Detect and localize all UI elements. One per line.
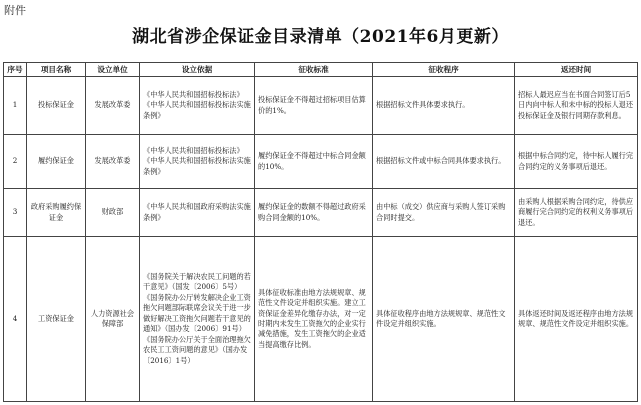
header-unit: 设立单位 — [86, 63, 140, 77]
row-unit: 发展改革委 — [86, 77, 140, 135]
row-procedure: 根据招标文件具体要求执行。 — [373, 77, 515, 135]
row-standard: 履约保证金不得超过中标合同金额的10%。 — [255, 135, 373, 189]
row-refund: 根据中标合同约定，待中标人履行完合同约定的义务事项后退还。 — [515, 135, 638, 189]
table-header-row — [4, 63, 638, 77]
table-row — [4, 189, 638, 237]
row-no: 3 — [4, 189, 27, 237]
row-standard: 具体征收标准由地方法规规章、规范性文件设定并组织实施。建立工资保证金差异化缴存办法，对一定时期内未发生工资拖欠的企业实行减免措施，发生工资拖欠的企业适当提高缴存比例。 — [255, 237, 373, 402]
row-name: 投标保证金 — [27, 77, 86, 135]
row-basis: 《中华人民共和国政府采购法实施条例》 — [140, 189, 255, 237]
guarantee-deposit-table — [3, 62, 638, 402]
row-no: 2 — [4, 135, 27, 189]
row-refund: 具体返还时间及返还程序由地方法规规章、规范性文件设定并组织实施。 — [515, 237, 638, 402]
row-name: 履约保证金 — [27, 135, 86, 189]
row-basis: 《中华人民共和国招标投标法》《中华人民共和国招标投标法实施条例》 — [140, 135, 255, 189]
row-procedure: 具体征收程序由地方法规规章、规范性文件设定并组织实施。 — [373, 237, 515, 402]
header-name: 项目名称 — [27, 63, 86, 77]
table-row — [4, 237, 638, 402]
header-standard: 征收标准 — [255, 63, 373, 77]
row-standard: 履约保证金的数额不得超过政府采购合同金额的10%。 — [255, 189, 373, 237]
header-procedure: 征收程序 — [373, 63, 515, 77]
row-unit: 发展改革委 — [86, 135, 140, 189]
row-standard: 投标保证金不得超过招标项目估算价的1%。 — [255, 77, 373, 135]
header-no: 序号 — [4, 63, 27, 77]
table-row — [4, 135, 638, 189]
row-basis: 《国务院关于解决农民工问题的若干意见》（国发〔2006〕5号） 《国务院办公厅转发解决企业工资拖欠问题部际联席会议关于进一步做好解决工资拖欠问题若干意见的通知》（国办发〔2006〕91号） 《国务院办公厅关于全面治理拖欠农民工工资问题的意见》（国办发〔2016〕1号） — [140, 237, 255, 402]
annex-label: 附件 — [4, 4, 26, 17]
row-unit: 人力资源社会保障部 — [86, 237, 140, 402]
row-name: 工资保证金 — [27, 237, 86, 402]
header-basis: 设立依据 — [140, 63, 255, 77]
header-refund: 返还时间 — [515, 63, 638, 77]
row-procedure: 根据招标文件或中标合同具体要求执行。 — [373, 135, 515, 189]
row-no: 1 — [4, 77, 27, 135]
row-refund: 招标人最迟应当在书面合同签订后5日内向中标人和未中标的投标人退还投标保证金及银行同期存款利息。 — [515, 77, 638, 135]
document-title: 湖北省涉企保证金目录清单（2021年6月更新） — [132, 27, 509, 47]
row-refund: 由采购人根据采购合同约定，待供应商履行完合同约定的权利义务事项后退还。 — [515, 189, 638, 237]
row-no: 4 — [4, 237, 27, 402]
row-procedure: 由中标（成交）供应商与采购人签订采购合同时提交。 — [373, 189, 515, 237]
row-name: 政府采购履约保证金 — [27, 189, 86, 237]
row-unit: 财政部 — [86, 189, 140, 237]
table-row — [4, 77, 638, 135]
row-basis: 《中华人民共和国招标投标法》《中华人民共和国招标投标法实施条例》 — [140, 77, 255, 135]
